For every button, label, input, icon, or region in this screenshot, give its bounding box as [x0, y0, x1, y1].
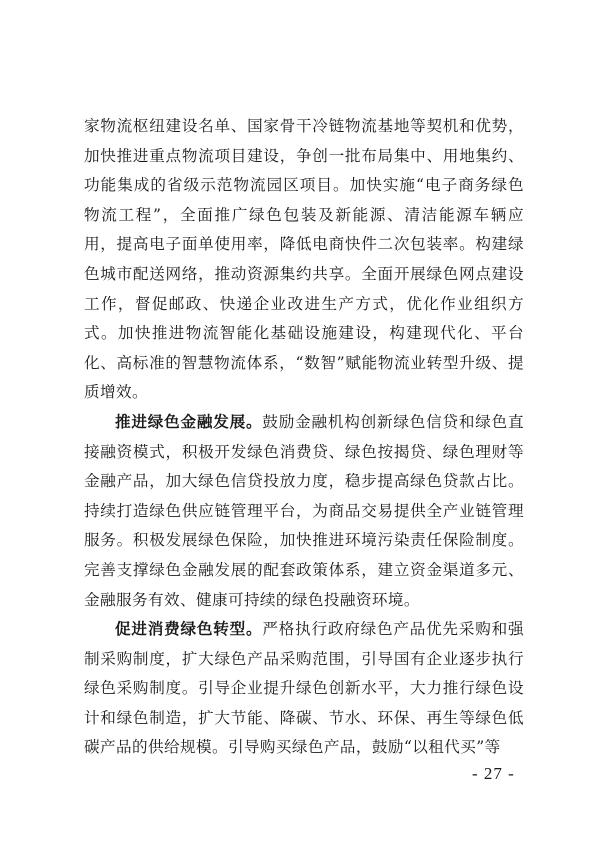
paragraph-green-consumption [84, 615, 524, 763]
section-heading-green-consumption: 促进消费绿色转型。 [115, 620, 263, 639]
paragraph-text: 鼓励金融机构创新绿色信贷和绿色直接融资模式，积极开发绿色消费贷、绿色按揭贷、绿色理财等金融产品，加大绿色信贷投放力度，稳步提高绿色贷款占比。持续打造绿色供应链管理平台，为商品交易提供全产业链管理服务。积极发展绿色保险，加快推进环境污染责任保险制度。完善支撑绿色金融发展的配套政策体系，建立资金渠道多元、金融服务有效、健康可持续的绿色投融资环境。 [84, 412, 524, 609]
page-number: - 27 - [472, 764, 515, 783]
paragraph-text: 家物流枢纽建设名单、国家骨干冷链物流基地等契机和优势，加快推进重点物流项目建设，争创一批布局集中、用地集约、功能集成的省级示范物流园区项目。加快实施“电子商务绿色物流工程”，全面推广绿色包装及新能源、清洁能源车辆应用，提高电子面单使用率，降低电商快件二次包装率。构建绿色城市配送网络，推动资源集约共享。全面开展绿色网点建设工作，督促邮政、快递企业改进生产方式，优化作业组织方式。加快推进物流智能化基础设施建设，构建现代化、平台化、高标准的智慧物流体系，“数智”赋能物流业转型升级、提质增效。 [84, 117, 524, 402]
paragraph-green-finance [84, 408, 524, 615]
document-body [84, 112, 524, 763]
paragraph-logistics [84, 112, 524, 408]
section-heading-green-finance: 推进绿色金融发展。 [115, 412, 263, 431]
paragraph-text: 严格执行政府绿色产品优先采购和强制采购制度，扩大绿色产品采购范围，引导国有企业逐步执行绿色采购制度。引导企业提升绿色创新水平，大力推行绿色设计和绿色制造，扩大节能、降碳、节水、环保、再生等绿色低碳产品的供给规模。引导购买绿色产品，鼓励“以租代买”等 [84, 620, 524, 757]
